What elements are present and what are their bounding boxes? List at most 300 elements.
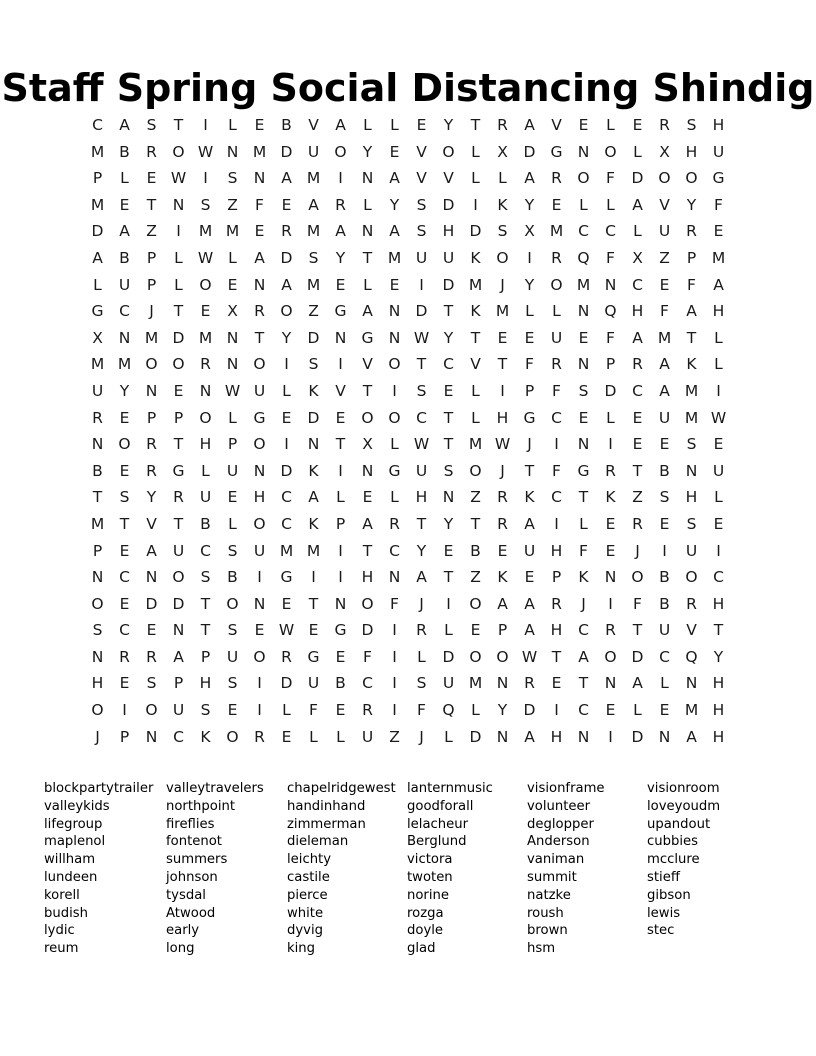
grid-cell[interactable]: Z [470,488,481,507]
word-list-item[interactable]: glad [407,941,436,957]
word-list-item[interactable]: lanternmusic [407,781,493,796]
grid-cell[interactable]: N [361,169,374,188]
grid-cell[interactable]: P [92,541,103,560]
word-list-item[interactable]: Atwood [166,905,216,921]
grid-cell[interactable]: O [172,142,185,161]
grid-cell[interactable]: E [632,116,643,134]
grid-cell[interactable]: Q [685,647,698,666]
grid-cell[interactable]: O [550,275,563,294]
grid-cell[interactable]: P [173,674,184,693]
grid-cell[interactable]: T [173,514,184,533]
grid-cell[interactable]: E [497,328,508,347]
grid-cell[interactable]: E [200,302,211,321]
grid-cell[interactable]: I [392,701,397,720]
grid-cell[interactable]: D [631,647,644,666]
grid-cell[interactable]: S [686,435,697,454]
grid-cell[interactable]: R [200,355,211,374]
grid-cell[interactable]: L [606,195,615,214]
grid-cell[interactable]: O [604,142,617,161]
grid-cell[interactable]: K [605,488,616,507]
grid-cell[interactable]: D [442,195,455,214]
grid-cell[interactable]: O [226,727,239,746]
grid-cell[interactable]: T [632,461,643,480]
grid-cell[interactable]: U [307,142,320,161]
grid-cell[interactable]: D [172,328,185,347]
grid-cell[interactable]: R [551,594,562,613]
grid-cell[interactable]: E [443,541,454,560]
grid-cell[interactable]: L [417,647,426,666]
grid-cell[interactable]: T [254,328,265,347]
grid-cell[interactable]: K [470,302,481,321]
word-list-item[interactable]: doyle [407,923,444,939]
letter-grid[interactable] [84,112,732,750]
grid-cell[interactable]: C [443,355,454,374]
grid-cell[interactable]: Y [281,328,292,347]
grid-cell[interactable]: M [252,142,267,161]
grid-cell[interactable]: A [497,594,508,613]
grid-cell[interactable]: K [308,381,319,400]
grid-cell[interactable]: S [308,355,319,374]
grid-cell[interactable]: E [173,381,184,400]
grid-cell[interactable]: C [416,408,427,427]
grid-cell[interactable]: N [145,381,158,400]
grid-cell[interactable]: I [527,248,532,267]
grid-cell[interactable]: I [203,169,208,188]
grid-cell[interactable]: O [658,169,671,188]
grid-cell[interactable]: A [659,381,670,400]
grid-cell[interactable]: E [578,328,589,347]
grid-cell[interactable]: T [335,435,346,454]
word-list-item[interactable]: stieff [647,869,680,885]
grid-cell[interactable]: R [659,116,670,134]
word-list-item[interactable]: stec [647,923,675,939]
grid-cell[interactable]: E [254,621,265,640]
grid-cell[interactable]: F [552,381,561,400]
grid-cell[interactable]: M [468,275,483,294]
grid-cell[interactable]: T [362,541,373,560]
grid-cell[interactable]: N [172,195,185,214]
grid-cell[interactable]: R [497,514,508,533]
grid-cell[interactable]: E [308,621,319,640]
grid-cell[interactable]: H [712,674,725,693]
grid-cell[interactable]: I [554,514,559,533]
grid-cell[interactable]: N [388,302,401,321]
grid-cell[interactable]: R [686,222,697,241]
grid-cell[interactable]: O [496,647,509,666]
grid-cell[interactable]: H [550,727,563,746]
grid-cell[interactable]: D [523,701,536,720]
grid-cell[interactable]: H [91,674,104,693]
grid-cell[interactable]: U [712,461,725,480]
grid-cell[interactable]: E [659,701,670,720]
grid-cell[interactable]: L [282,701,291,720]
grid-cell[interactable]: B [281,116,292,134]
grid-cell[interactable]: I [257,701,262,720]
grid-cell[interactable]: D [91,222,104,241]
grid-cell[interactable]: N [253,461,266,480]
grid-cell[interactable]: A [254,248,265,267]
grid-cell[interactable]: I [500,381,505,400]
grid-cell[interactable]: P [686,248,697,267]
grid-cell[interactable]: U [253,381,266,400]
grid-cell[interactable]: I [662,541,667,560]
grid-cell[interactable]: N [91,647,104,666]
grid-cell[interactable]: K [686,355,697,374]
grid-cell[interactable]: B [227,568,238,587]
grid-cell[interactable]: M [468,674,483,693]
grid-cell[interactable]: R [389,514,400,533]
grid-cell[interactable]: L [390,116,399,134]
grid-cell[interactable]: D [469,222,482,241]
grid-cell[interactable]: C [632,381,643,400]
grid-cell[interactable]: L [201,461,210,480]
grid-cell[interactable]: B [659,594,670,613]
grid-cell[interactable]: C [92,116,103,134]
grid-cell[interactable]: G [172,461,185,480]
grid-cell[interactable]: O [442,142,455,161]
word-list-item[interactable]: volunteer [527,798,591,814]
grid-cell[interactable]: E [659,275,670,294]
grid-cell[interactable]: D [604,381,617,400]
grid-cell[interactable]: I [392,381,397,400]
grid-cell[interactable]: D [442,275,455,294]
word-list-item[interactable]: roush [527,905,564,921]
grid-cell[interactable]: O [631,568,644,587]
grid-cell[interactable]: S [416,674,427,693]
grid-cell[interactable]: K [308,514,319,533]
grid-cell[interactable]: C [578,222,589,241]
grid-cell[interactable]: Z [146,222,157,241]
grid-cell[interactable]: A [335,222,346,241]
grid-cell[interactable]: Q [604,302,617,321]
grid-cell[interactable]: N [334,594,347,613]
grid-cell[interactable]: H [712,116,725,134]
grid-cell[interactable]: F [606,248,615,267]
grid-cell[interactable]: M [306,541,321,560]
grid-cell[interactable]: Y [524,275,535,294]
grid-cell[interactable]: M [657,328,672,347]
grid-cell[interactable]: L [714,355,723,374]
grid-cell[interactable]: F [579,541,588,560]
grid-cell[interactable]: N [388,568,401,587]
word-list-item[interactable]: leichty [287,852,332,868]
grid-cell[interactable]: X [362,435,373,454]
grid-cell[interactable]: U [172,701,185,720]
grid-cell[interactable]: N [496,727,509,746]
grid-cell[interactable]: E [632,435,643,454]
grid-cell[interactable]: T [443,408,454,427]
grid-cell[interactable]: S [146,116,157,134]
grid-cell[interactable]: B [119,142,130,161]
grid-cell[interactable]: I [608,435,613,454]
grid-cell[interactable]: E [578,116,589,134]
word-list-item[interactable]: twoten [407,869,453,885]
grid-cell[interactable]: K [578,568,589,587]
grid-cell[interactable]: N [577,435,590,454]
grid-cell[interactable]: T [200,621,211,640]
grid-cell[interactable]: K [497,195,508,214]
grid-cell[interactable]: O [253,435,266,454]
word-list-item[interactable]: dieleman [287,834,349,850]
grid-cell[interactable]: R [146,435,157,454]
grid-cell[interactable]: C [119,302,130,321]
grid-cell[interactable]: W [197,142,214,161]
grid-cell[interactable]: P [605,355,616,374]
grid-cell[interactable]: E [389,142,400,161]
grid-cell[interactable]: W [197,248,214,267]
word-list-item[interactable]: castile [287,869,330,885]
grid-cell[interactable]: E [605,541,616,560]
grid-cell[interactable]: C [119,621,130,640]
grid-cell[interactable]: L [390,488,399,507]
grid-cell[interactable]: U [523,541,536,560]
word-list-item[interactable]: dyvig [287,923,324,939]
grid-cell[interactable]: A [92,248,103,267]
grid-cell[interactable]: O [172,568,185,587]
grid-cell[interactable]: E [281,408,292,427]
grid-cell[interactable]: E [524,568,535,587]
grid-cell[interactable]: L [660,674,669,693]
grid-cell[interactable]: Y [713,647,724,666]
grid-cell[interactable]: S [92,621,103,640]
word-list-item[interactable]: reum [44,941,79,957]
grid-cell[interactable]: L [336,488,345,507]
grid-cell[interactable]: A [389,169,400,188]
grid-cell[interactable]: C [578,701,589,720]
grid-cell[interactable]: T [443,435,454,454]
word-list-item[interactable]: victora [407,852,453,868]
grid-cell[interactable]: F [660,302,669,321]
word-list-item[interactable]: Anderson [527,834,590,850]
grid-cell[interactable]: M [198,328,213,347]
grid-cell[interactable]: W [413,435,430,454]
grid-cell[interactable]: I [257,568,262,587]
grid-cell[interactable]: W [170,169,187,188]
grid-cell[interactable]: E [605,514,616,533]
grid-cell[interactable]: M [306,275,321,294]
grid-cell[interactable]: P [119,727,130,746]
grid-cell[interactable]: L [336,727,345,746]
grid-cell[interactable]: I [392,674,397,693]
grid-cell[interactable]: T [578,674,589,693]
grid-cell[interactable]: L [633,701,642,720]
grid-cell[interactable]: L [498,169,507,188]
grid-cell[interactable]: H [712,701,725,720]
grid-cell[interactable]: S [119,488,130,507]
grid-cell[interactable]: C [362,674,373,693]
grid-cell[interactable]: M [306,169,321,188]
grid-cell[interactable]: S [416,222,427,241]
grid-cell[interactable]: M [549,222,564,241]
grid-cell[interactable]: M [306,222,321,241]
grid-cell[interactable]: L [525,302,534,321]
grid-cell[interactable]: M [117,355,132,374]
grid-cell[interactable]: E [524,328,535,347]
grid-cell[interactable]: T [686,328,697,347]
grid-cell[interactable]: E [551,195,562,214]
grid-cell[interactable]: K [497,568,508,587]
grid-cell[interactable]: B [659,461,670,480]
grid-cell[interactable]: U [442,248,455,267]
grid-cell[interactable]: L [363,195,372,214]
grid-cell[interactable]: I [338,461,343,480]
grid-cell[interactable]: H [712,302,725,321]
grid-cell[interactable]: G [712,169,725,188]
grid-cell[interactable]: O [361,408,374,427]
grid-cell[interactable]: L [282,381,291,400]
grid-cell[interactable]: L [228,514,237,533]
grid-cell[interactable]: R [605,621,616,640]
grid-cell[interactable]: T [362,248,373,267]
grid-cell[interactable]: V [416,142,427,161]
grid-cell[interactable]: P [92,169,103,188]
grid-cell[interactable]: E [335,275,346,294]
grid-cell[interactable]: V [146,514,157,533]
grid-cell[interactable]: O [199,408,212,427]
grid-cell[interactable]: L [444,727,453,746]
grid-cell[interactable]: O [334,142,347,161]
grid-cell[interactable]: I [311,568,316,587]
grid-cell[interactable]: R [119,647,130,666]
grid-cell[interactable]: L [228,408,237,427]
grid-cell[interactable]: N [685,674,698,693]
word-list-item[interactable]: early [166,923,200,939]
grid-cell[interactable]: O [199,275,212,294]
grid-cell[interactable]: N [307,435,320,454]
grid-cell[interactable]: U [226,647,239,666]
grid-cell[interactable]: E [443,381,454,400]
grid-cell[interactable]: E [119,195,130,214]
grid-cell[interactable]: L [471,408,480,427]
grid-cell[interactable]: G [523,408,536,427]
grid-cell[interactable]: B [659,568,670,587]
grid-cell[interactable]: O [577,169,590,188]
grid-cell[interactable]: M [684,408,699,427]
grid-cell[interactable]: E [281,594,292,613]
grid-cell[interactable]: A [119,116,130,134]
grid-cell[interactable]: E [146,169,157,188]
grid-cell[interactable]: M [90,514,105,533]
grid-cell[interactable]: S [416,195,427,214]
grid-cell[interactable]: D [280,248,293,267]
grid-cell[interactable]: G [253,408,266,427]
grid-cell[interactable]: H [685,488,698,507]
grid-cell[interactable]: U [91,381,104,400]
grid-cell[interactable]: A [173,647,184,666]
grid-cell[interactable]: T [146,195,157,214]
grid-cell[interactable]: E [119,594,130,613]
grid-cell[interactable]: S [146,674,157,693]
grid-cell[interactable]: P [335,514,346,533]
grid-cell[interactable]: T [578,488,589,507]
grid-cell[interactable]: D [442,647,455,666]
grid-cell[interactable]: A [686,302,697,321]
grid-cell[interactable]: C [281,488,292,507]
grid-cell[interactable]: L [471,701,480,720]
word-list-item[interactable]: lundeen [44,869,98,885]
grid-cell[interactable]: I [338,568,343,587]
grid-cell[interactable]: Y [389,195,400,214]
grid-cell[interactable]: S [308,248,319,267]
grid-cell[interactable]: E [389,275,400,294]
grid-cell[interactable]: J [419,594,424,613]
grid-cell[interactable]: E [119,461,130,480]
grid-cell[interactable]: E [713,514,724,533]
grid-cell[interactable]: I [716,381,721,400]
grid-cell[interactable]: L [309,727,318,746]
grid-cell[interactable]: W [224,381,241,400]
grid-cell[interactable]: P [146,275,157,294]
grid-cell[interactable]: H [685,142,698,161]
grid-cell[interactable]: I [284,435,289,454]
grid-cell[interactable]: H [253,488,266,507]
grid-cell[interactable]: O [280,302,293,321]
grid-cell[interactable]: A [524,621,535,640]
grid-cell[interactable]: O [388,408,401,427]
grid-cell[interactable]: T [443,302,454,321]
grid-cell[interactable]: E [632,408,643,427]
grid-cell[interactable]: Z [308,302,319,321]
grid-cell[interactable]: B [470,541,481,560]
grid-cell[interactable]: N [361,461,374,480]
grid-cell[interactable]: U [712,142,725,161]
grid-cell[interactable]: Y [443,514,454,533]
word-list-item[interactable]: gibson [647,887,691,903]
grid-cell[interactable]: S [200,701,211,720]
grid-cell[interactable]: A [524,594,535,613]
grid-cell[interactable]: O [361,594,374,613]
grid-cell[interactable]: E [551,674,562,693]
grid-cell[interactable]: A [281,275,292,294]
grid-cell[interactable]: I [554,435,559,454]
grid-cell[interactable]: R [146,142,157,161]
grid-cell[interactable]: D [469,727,482,746]
grid-cell[interactable]: R [254,302,265,321]
word-list-item[interactable]: goodforall [407,798,474,814]
grid-cell[interactable]: D [361,621,374,640]
grid-cell[interactable]: J [95,727,100,746]
grid-cell[interactable]: V [335,381,346,400]
grid-cell[interactable]: E [227,701,238,720]
grid-cell[interactable]: E [254,222,265,241]
grid-cell[interactable]: G [388,461,401,480]
grid-cell[interactable]: F [606,169,615,188]
grid-cell[interactable]: O [91,701,104,720]
grid-cell[interactable]: I [122,701,127,720]
grid-cell[interactable]: R [416,621,427,640]
grid-cell[interactable]: S [227,169,238,188]
grid-cell[interactable]: V [659,195,670,214]
grid-cell[interactable]: N [145,727,158,746]
grid-cell[interactable]: X [227,302,238,321]
word-list-item[interactable]: loveyoudm [647,798,721,814]
grid-cell[interactable]: I [392,647,397,666]
grid-cell[interactable]: L [471,381,480,400]
grid-cell[interactable]: N [226,328,239,347]
grid-cell[interactable]: E [281,195,292,214]
grid-cell[interactable]: T [416,514,427,533]
grid-cell[interactable]: L [174,275,183,294]
grid-cell[interactable]: T [443,568,454,587]
word-list-item[interactable]: mcclure [647,852,700,868]
word-list-item[interactable]: white [287,905,324,921]
grid-cell[interactable]: N [388,328,401,347]
grid-cell[interactable]: Z [227,195,238,214]
grid-cell[interactable]: C [551,488,562,507]
grid-cell[interactable]: E [119,541,130,560]
grid-cell[interactable]: M [279,541,294,560]
grid-cell[interactable]: T [173,302,184,321]
